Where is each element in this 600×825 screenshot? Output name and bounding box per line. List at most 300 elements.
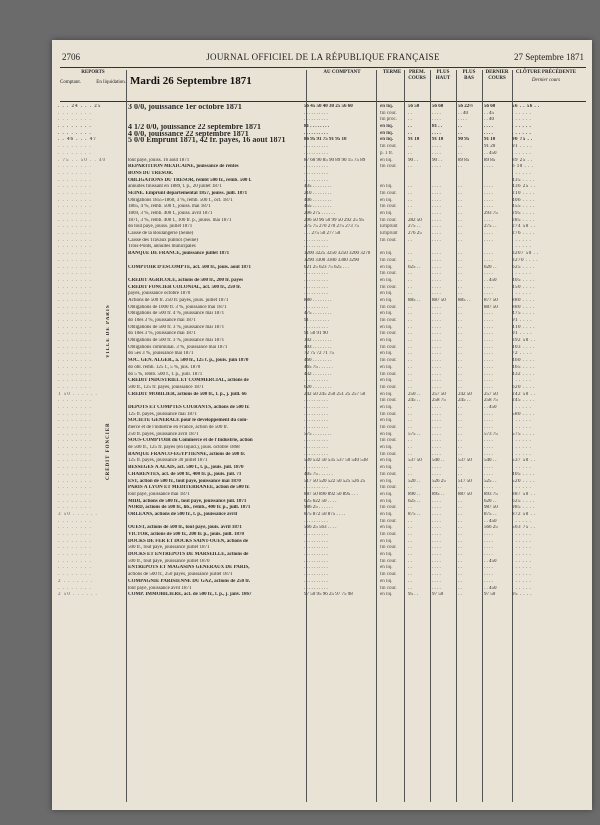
cell-dc: . . 450 [484,150,497,156]
cell-rep: 3 50 . . . . . . [58,511,98,517]
cell-pb: . . [458,418,462,424]
table-row [58,472,588,479]
cell-rep: . . . . . . . . [58,291,92,297]
cell-des: BANQUE FRANCO-ÉGYPTIENNE, actions de 500 fr. [128,451,246,457]
cell-ter: fin cour. [380,358,397,364]
cell-cl: 475 . . . . [512,311,535,317]
cell-dc: . . . . [484,217,493,223]
cell-dc: . . . . [484,344,493,350]
cell-prm: . . [408,425,412,430]
cell-cpt: . . . . . . . . . . [304,425,328,430]
cell-cl: . . . . . . [512,532,532,537]
cell-ph: . . . . [432,331,441,337]
cell-prm: . . [408,284,412,290]
cell-pb: . . [458,438,462,444]
cell-rep: . . . . . . . . [58,284,92,290]
cell-dc: . . . . [484,271,493,277]
cell-pb: . . [458,251,462,257]
cell-dc: 893 75 [484,491,498,497]
cell-dc: . . 45 [484,110,494,116]
cell-prm: . . [408,358,412,364]
cell-cpt: 87 60 90 85 90 89 90 15 75 89 [304,157,366,163]
cell-ter: fin cour. [380,217,397,223]
cell-cl: 72 . . . . [512,351,532,357]
cell-cl: 3207 50 . . [512,251,539,257]
table-row [58,432,588,439]
cell-des: 5 0/0 Emprunt 1871, 42 fr. payés, 16 août 1871 [128,137,286,145]
cell-prm: . . [408,545,412,551]
cell-ter: en liq. [380,211,393,216]
cell-des: 3 0/0, jouissance 1er octobre 1871 [128,104,242,111]
cell-ter: en liq. [380,511,393,517]
cell-cl: . . . . . . [512,418,532,424]
cell-des: Obligations 1855-1860, 3 %, remb. 500 f., oct. 1871 [128,197,233,203]
cell-cl: . . . . . . [512,124,532,130]
cell-cpt: 91 . . . . . . . . [304,318,329,323]
cell-cpt: . . . . . . . . . . [304,378,328,384]
table-row [58,412,588,419]
cell-cpt: . . . . . . . . . . [304,177,328,183]
cell-des: COMPTOIR D'ESCOMPTE, act. 500 fr., jouis. août 1871 [128,264,252,270]
cell-des: Obligations de 500 fr. 3 %, jouissance mai 1871 [128,324,225,330]
cell-prm: . . [408,525,412,531]
cell-prm: 282 50 [408,217,422,223]
cell-rep: . . . . . . . . [58,271,92,277]
cell-prm: . . [408,190,412,196]
cell-cl: 880 . . . . [512,304,535,310]
cell-rep: . . . . . . . . [58,351,92,357]
table-row [58,505,588,512]
cell-rep: . . . . . . . . [58,251,92,257]
cell-pb: . . [458,184,462,190]
cell-ter: fin cour. [380,532,397,537]
cell-prm: . . [408,438,412,444]
cell-des: do 10es 3 %, jouissance mai 1871 [128,318,196,323]
cell-cl: 91 . . . . [512,331,532,337]
cell-ter: en liq. [380,351,393,357]
cell-cl: 90 75 . . [512,137,533,143]
table-row [58,372,588,379]
cell-pb: . . [458,431,462,437]
credit-foncier-label: CRÉDIT FONCIER [106,422,111,480]
cell-pb: . . [458,311,462,317]
cell-rep: . . . . . . . . [58,170,92,176]
cell-rep: . . . . . . . . [58,425,92,430]
cell-des: do tout payé, jouiss. juillet 1871 [128,224,193,230]
table-row [58,305,588,312]
cell-prm: 56 50 [408,104,420,109]
cell-ph: . . . . [432,251,441,257]
cell-dc: . . . . [484,251,493,257]
cell-ter: fin cour. [380,518,397,524]
table-row [58,552,588,559]
table-row [58,271,588,278]
cell-dc: . . . . [484,237,493,243]
cell-pb: . . [458,231,462,237]
cell-cl: 563 75 . . [512,525,536,531]
cell-cl: . . . . . . [512,170,532,176]
cell-pb: 537 50 [458,458,472,464]
cell-rep: . . 46 . . . 47 [58,137,97,143]
cell-dc: . . . . [484,438,493,444]
cell-pb: . . [458,257,462,263]
cell-cpt: . . . . . . . . . . [304,445,328,451]
cell-ter: fin cour. [380,318,397,323]
cell-prm: 95 . . [408,592,418,598]
cell-prm: . . [408,404,412,410]
cell-prm: . . [408,451,412,457]
cell-prm: . . [408,197,412,203]
cell-ter: fin cour. [380,411,397,417]
cell-pb: . . [458,445,462,451]
table-row [58,265,588,272]
table-row [58,565,588,572]
table-row [58,492,588,499]
cell-rep: . . . . . . . . [58,190,92,196]
cell-cpt: . . . . . . . . . . [304,565,328,571]
cell-des: Actions de 500 fr. 250 fr. payés, jouis. juillet 1871 [128,297,229,303]
cell-ter: fin cour. [380,425,397,430]
cell-pb: . . [458,124,462,130]
table-row [58,485,588,492]
cell-dc: . . 450 [484,518,497,524]
cell-dc: . . . . [484,411,493,417]
cell-prm: . . [408,184,412,190]
cell-des: COMP. IMMOBILIÈRE, act. de 500 fr., t. p., j. janv. 1867 [128,592,252,598]
cell-des: BESSÈGES À ALAIS, act. 500 f., t. p., jouis. juil. 1870 [128,465,244,471]
table-row [58,137,588,144]
cell-cpt: . . . . . . . . . . [304,418,328,424]
table-row [58,358,588,365]
cell-prm: . . [408,124,412,130]
cell-pb: . . [458,271,462,277]
cell-cpt: 432 . . . . . . . . [304,371,332,377]
cell-rep: . . . . . . . . [58,431,92,437]
cell-ter: en liq. [380,491,393,497]
table-row [58,231,588,238]
cell-cpt: 566 25 563 . . . . [304,525,337,531]
cell-cpt: . . . . . . . . . . [304,585,328,591]
cell-ph: . . . . [432,277,441,283]
cell-rep: . . . . . . . . [58,398,92,404]
cell-des: MIDI, actions de 500 fr., tout payé, jouissance juil. 1871 [128,498,247,504]
cell-prm: . . [408,318,412,323]
cell-ter: fin cour. [380,144,397,150]
cell-pb: . . [458,144,462,150]
cell-ph: . . . . [432,144,441,150]
table-row [58,378,588,385]
cell-rep: . . . . . . . . [58,277,92,283]
cell-rep: . . . . . . . . [58,364,92,370]
cell-rep: . . . . . . . . [58,297,92,303]
cell-ter: en liq. [380,592,393,598]
cell-cpt: . . . . . . . . . . [304,552,328,558]
table-row [58,345,588,352]
cell-ph: . . . . [432,344,441,350]
cell-rep: . . . . . . . . [58,471,92,477]
cell-prm: . . [408,237,412,243]
cell-rep: . . . . . . . . [58,150,92,156]
cell-cpt: . . . . . . . . . . [304,284,328,290]
cell-ter: fin cour. [380,190,397,196]
cell-cpt: . . . . . . . . . . [304,572,328,578]
cell-des: do obl. remb. 125 f., 5 %, juis. 1870 [128,364,201,370]
cell-cl: . . . . . . [512,150,532,156]
cell-cpt: . . . . . . . . . . [304,291,328,297]
cell-prm: . . [408,518,412,524]
cell-cl: 625 . . . . [512,498,535,504]
cell-prm: 90 . . [408,157,418,163]
cell-pb: . . [458,498,462,504]
cell-pb: . . [458,411,462,417]
cell-rep: . . . . . . . . [58,184,92,190]
cell-pb: . . [458,384,462,390]
cell-pb: . . [458,211,462,216]
cell-ph: . . . . [432,304,441,310]
table-row [58,398,588,405]
cell-ph: . . . . [432,351,441,357]
cell-cl: . . . . . . [512,585,532,591]
cell-rep: . . . . . . . . [58,244,92,250]
cell-ter: fin cour. [380,344,397,350]
cell-dc: . . . . [484,572,493,578]
cell-dc: . . . . [484,471,493,477]
cell-pb: 245 . . [458,398,471,404]
cell-ter: fin cour. [380,110,397,116]
cell-pb: . . [458,237,462,243]
cell-cl: 432 . . . . [512,371,535,377]
cell-cl: . . . . . . [512,110,532,116]
cell-rep: . . . . . . . . [58,491,92,497]
cell-prm: . . [408,338,412,344]
session-title: Mardi 26 Septembre 1871 [130,75,252,87]
cell-ph: 90 . . [432,157,442,163]
cloture-label: CLÔTURE PRÉCÉDENTE [515,70,577,75]
cell-dc: . . . . [484,384,493,390]
cell-rep: . . . . . . . . [58,211,92,216]
cell-dc: 525 . . [484,478,497,484]
cell-rep: . . . 24 . . . 25 [58,104,102,109]
cell-ph: . . . . [432,211,441,216]
cell-cl: 450 . . . . [512,284,535,290]
table-row [58,512,588,519]
cell-pb: . . [458,552,462,558]
cell-ter: en liq. [380,311,393,317]
cell-des: NORD, actions de 500 fr., lib., remb., 400 fr. p., juill. 1871 [128,505,251,511]
cell-des: 500 fr., tout payé, jouissance juillet 1871 [128,545,210,551]
cell-cpt: . . . . . . . . . . [304,465,328,471]
cell-ter: fin cour. [380,471,397,477]
cell-ph: . . . . [432,224,441,230]
cell-ph: . . . . [432,572,441,578]
cell-rep: . . . . . . . . [58,438,92,444]
cell-pb: 56 22½ [458,104,473,109]
cell-rep: . . . . . . . . [58,498,92,504]
cell-prm: . . [408,471,412,477]
cell-pb: . . [458,585,462,591]
cell-des: SOCIÉTÉ GÉNÉRALE pour le développement du com- [128,418,248,424]
table-row [58,285,588,292]
cell-pb: 90 95 [458,137,470,143]
cell-dc: . . . . [484,284,493,290]
cell-rep: . . . . . . . . [58,458,92,464]
cell-ter: en liq. [380,251,393,257]
cell-ph: . . . . [432,130,441,136]
cell-cpt: 455 . . . . . . . . [304,204,332,210]
cell-cpt: 465 75 . . . . . . [304,364,333,370]
cell-rep: . . . . . . . . [58,485,92,491]
table-row [58,532,588,539]
cell-ter: en liq. [380,124,394,130]
cell-dc: . . . . [484,324,493,330]
cell-pb: . . [458,545,462,551]
cell-rep: . . . . . . . . [58,358,92,364]
cell-prm: . . [408,117,412,123]
cell-ph: . . . . [432,324,441,330]
cell-dc: . . . . [484,545,493,551]
plus-haut-header: PLUS HAUT [435,70,451,81]
cell-prm: 520 . . [408,478,421,484]
issue-date: 27 Septembre 1871 [514,52,584,62]
cell-ter: en liq. [380,445,393,451]
cell-cpt: . . . . . . . . . . [304,451,328,457]
cell-cl: . . . . . . [512,578,532,584]
table-row [58,117,588,124]
cell-cpt: . . . . . . . . . . [304,545,328,551]
cell-ter: Emprunt [380,231,398,237]
cell-ph: . . . . [432,438,441,444]
cell-dc: . . . . [484,291,493,297]
cell-ph: . . . . [432,257,441,263]
cell-ph: 540 . . [432,458,445,464]
table-row [58,592,588,599]
cell-des: do 5 %, remb. 500 f., t. p., juill. 1871 [128,371,203,377]
cell-cl: . . . . . . [512,244,532,250]
cell-des: EST, action de 500 fr., tout payé, jouissance mai 1870 [128,478,241,484]
cell-rep: . . . . . . . . [58,525,92,531]
cell-prm: . . [408,384,412,390]
cell-cl: 274 50 . . [512,224,536,230]
table-row [58,479,588,486]
cell-dc: . . . . [484,124,493,130]
cell-ph: . . . . [432,117,441,123]
cell-cl: . . . . . . [512,538,532,544]
table-row [58,124,588,131]
table-row [58,325,588,332]
cell-ph: . . . . [432,217,441,223]
cell-ph: 526 25 [432,478,446,484]
cell-prm: . . [408,204,412,210]
cell-cpt: 210 . . . . . . . . [304,190,332,196]
cell-dc: 91 20 [484,144,496,150]
cell-ter: fin cour. [380,331,397,337]
cell-rep: . . . . . . . . [58,384,92,390]
cell-dc: 875 . . [484,511,497,517]
cell-ph: . . . . [432,578,441,584]
table-row [58,111,588,118]
cell-des: SOC. GÉN. ALGÉR., a. 500 fr., 125 f. p., jouis. juin 1870 [128,358,249,364]
cell-pb: . . [458,344,462,350]
cell-des: ENTREPÔTS ET MAGASINS GÉNÉRAUX DE PARIS, [128,565,250,571]
cell-pb: . . [458,277,462,283]
cell-prm: . . [408,411,412,417]
table-row [58,311,588,318]
cell-prm: . . [408,565,412,571]
cell-pb: . . [458,291,462,297]
cell-cpt: . . . . . . . . . . [304,170,328,176]
cell-pb: . . [458,558,462,564]
cell-ter: en liq. [380,157,393,163]
cell-dc: 97 50 [484,592,496,598]
cell-prm: . . [408,585,412,591]
cell-pb: . . [458,284,462,290]
cell-rep: . . . . . . . . [58,331,92,337]
cloture-header [514,70,578,100]
cell-ter: fin cour. [380,572,397,578]
cell-pb: 885 . . [458,297,471,303]
cell-pb: . . [458,150,462,156]
cell-ph: . . . . [432,411,441,417]
cell-ter: fin cour. [380,438,397,444]
cell-des: RÉPARTITION MEXICAINE, jouissance de rentes [128,164,239,170]
cell-dc: 89 85 [484,157,496,163]
reports-header [60,70,126,100]
cell-dc: . . 450 [484,558,497,564]
cell-dc: . . 450 [484,585,497,591]
cell-prm: . . [408,465,412,471]
cell-ter: fin cour. [380,284,397,290]
cell-prm: . . [408,311,412,317]
cell-cl: 89 25 . . [512,157,533,163]
cell-cl: 403 . . . . [512,344,535,350]
cell-pb: 887 50 [458,491,472,497]
cell-des: do 10es 3 %, jouissance mai 1871 [128,331,196,337]
cell-rep: . . . . . . . . [58,538,92,544]
cell-cl: 295 . . . . [512,211,535,216]
cell-pb: . . [458,318,462,323]
cell-dc: 257 50 [484,391,498,397]
cell-cpt: . . . . . . . . . . [304,532,328,537]
page-number: 2706 [62,52,80,62]
cell-pb: . . [458,404,462,410]
cell-ph: . . . . [432,558,441,564]
cell-pb: . . [458,217,462,223]
cell-ter: Emprunt [380,224,398,230]
cell-cpt: 406 . . . . . . . . [304,197,332,203]
table-row [58,258,588,265]
cell-des: Caisse des Travaux publics (Seine) [128,237,198,243]
cell-rep: . . . . . . . . [58,378,92,384]
cell-ph: . . . . [432,465,441,471]
cell-cl: 436 25 . . [512,184,536,190]
cell-dc: . . . . [484,204,493,210]
cell-rep: 1 50 . . . . . . [58,391,98,397]
cell-rep: . . . . . . . . [58,217,92,223]
cell-ter: fin cour. [380,371,397,377]
cell-ph: . . . . [432,338,441,344]
cell-ph: . . . . [432,545,441,551]
cell-cl: 242 50 . . [512,391,536,397]
cell-dc: . . . . [484,257,493,263]
table-row [58,525,588,532]
cell-pb: . . [458,224,462,230]
quotation-table [58,104,588,802]
cell-cpt: . . . . . . . . . . [304,411,328,417]
cell-rep: . . . . . . . . [58,324,92,330]
cell-cl: 410 . . . . [512,324,535,330]
table-row [58,418,588,425]
cell-cpt: 621 25 623 75 625 . . . [304,264,349,270]
